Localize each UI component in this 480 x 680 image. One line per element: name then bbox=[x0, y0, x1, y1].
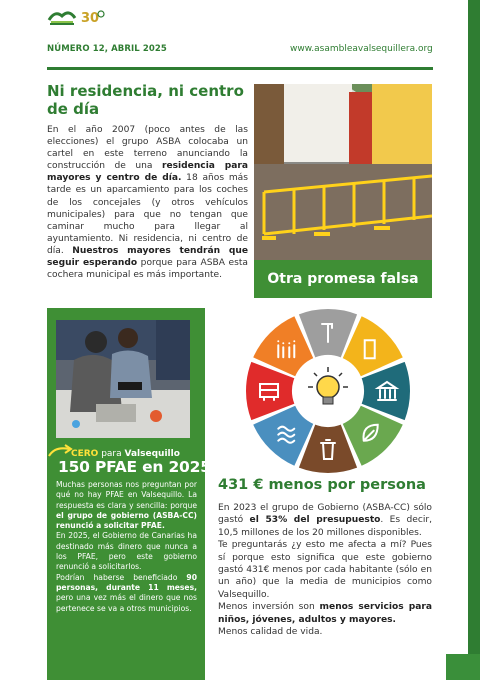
parking-lot-photo bbox=[254, 84, 432, 260]
article-headline: Ni residencia, ni centro de día bbox=[47, 82, 244, 118]
article-body: En el año 2007 (poco antes de las elecciones) el grupo ASBA colocaba un cartel en este terreno anunciando la construcción de una residencia para mayores y centro de día. 18 años más tarde es un aparcamiento para los coches de los concejales (y otros vehículos municipales) para que no tengan que caminar mucho para llegar al ayuntamiento. Ni residencia, ni centro de día. Nuestros mayores tendrán que seguir esperando porque para ASBA esta cochera municipal es más importante. bbox=[47, 125, 248, 281]
website-link[interactable]: www.asambleavalsequillera.org bbox=[290, 44, 433, 54]
services-wheel bbox=[228, 306, 428, 476]
pfae-body: Muchas personas nos preguntan por qué no hay PFAE en Valsequillo. La respuesta es clara y sencilla: porque el grupo de gobierno (ASBA-CC) renunció a solicitar PFAE. En 2025, el Gobierno de Canarias ha destinado más dinero que nunca a los PFAE, pero este gobierno renunció a solicitarlos. Podrían haberse beneficiado 90 personas, durante 11 meses, pero una vez más el dinero que nos pertenece se va a otros municipios. bbox=[56, 480, 197, 613]
arrow-icon bbox=[47, 444, 73, 458]
page-side-stripe bbox=[468, 0, 480, 680]
budget-body: En 2023 el grupo de Gobierno (ASBA-CC) sólo gastó el 53% del presupuesto. Es decir, 10,5 millones de los 20 millones disponibles. Te preguntarás ¿y esto me afecta a mí? Pues sí porque esto significa que este gobierno gastó 431€ menos por cada habitante (sólo en un año) que la media de municipios como Valsequillo. Menos inversión son menos servicios para niños, jóvenes, adultos y mayores. Menos calidad de vida. bbox=[218, 503, 433, 638]
workshop-photo bbox=[56, 320, 190, 438]
issue-label: NÚMERO 12, ABRIL 2025 bbox=[47, 44, 167, 54]
budget-title: 431 € menos por persona bbox=[218, 477, 426, 493]
anniversary-logo-icon bbox=[80, 8, 106, 26]
svg-text:30: 30 bbox=[81, 11, 100, 26]
pfae-title: 150 PFAE en 2025 bbox=[58, 458, 211, 476]
asamblea-logo-icon bbox=[47, 6, 77, 26]
promise-banner: Otra promesa falsa bbox=[254, 260, 432, 298]
cero-label: CERO para Valsequillo bbox=[71, 449, 180, 459]
page-corner-block bbox=[446, 654, 480, 680]
header-divider bbox=[47, 67, 433, 70]
